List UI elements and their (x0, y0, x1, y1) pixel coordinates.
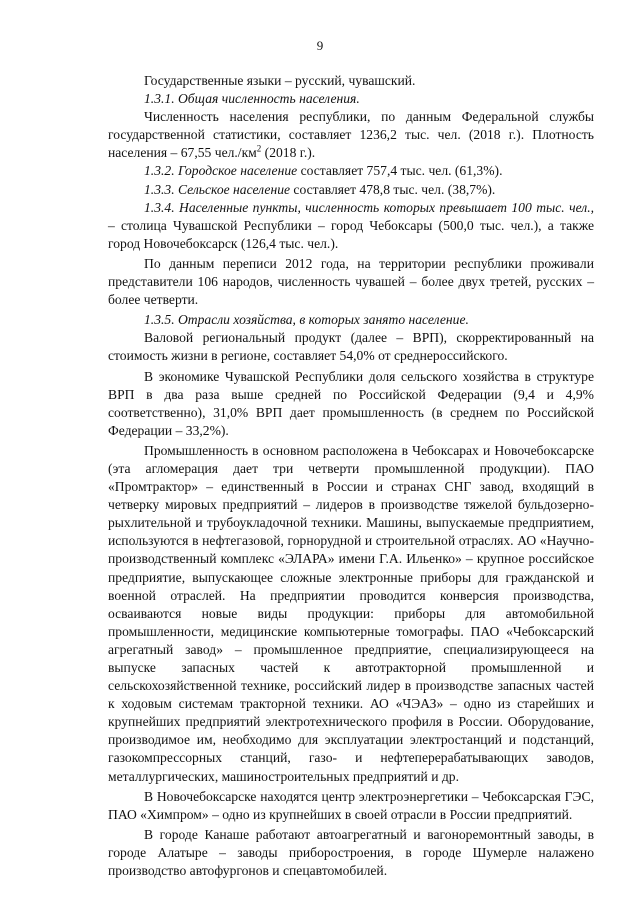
paragraph-text: Численность населения республики, по данным Федеральной службы государственной статистики, составляет 1236,2 тыс. чел. (2018 г.). Плотность населения – 67,55 чел./км (108, 109, 594, 161)
heading-urban: 1.3.2. Городское население (144, 163, 298, 179)
paragraph-population (108, 108, 594, 162)
page-content (108, 72, 594, 880)
paragraph-census: По данным переписи 2012 года, на территории республики проживали представители 106 народов, численность чувашей – более двух третей, русских – более четверти. (108, 255, 594, 308)
paragraph-text: составляет 478,8 тыс. чел. (38,7%). (290, 181, 496, 197)
paragraph-grp: Валовой региональный продукт (далее – ВРП), скорректированный на стоимость жизни в регионе, составляет 54,0% от среднероссийского. (108, 330, 594, 364)
paragraph-rural-population (108, 181, 594, 199)
paragraph-tail: (2018 г.). (261, 145, 316, 161)
heading-text: 1.3.1. Общая численность населения. (144, 91, 360, 107)
paragraph-text: – столица Чувашской Республики – город Чебоксары (500,0 тыс. чел.), а также город Новочебоксарск (126,4 тыс. чел.). (108, 217, 594, 251)
heading-text: 1.3.5. Отрасли хозяйства, в которых занято население. (144, 312, 469, 328)
paragraph-industry: Промышленность в основном расположена в Чебоксарах и Новочебоксарске (эта агломерация дает три четверти промышленной продукции). ПАО «Промтрактор» – единственный в России и странах СНГ завод, входящий в четверку мировых предприятий – лидеров в производстве тяжелой бульдозерно-рыхлительной и трубоукладочной техники. Машины, выпускаемые предприятием, используются в нефтегазовой, горнорудной и строительной отраслях. АО «Научно-производственный комплекс «ЭЛАРА» имени Г.А. Ильенко» – крупное российское предприятие, выпускающее сложные электронные приборы для гражданской и военной отраслей. На предприятии проводится конверсия производства, осваиваются новые виды продукции: приборы для автомобильной промышленности, медицинские компьютерные томографы. ПАО «Чебоксарский агрегатный завод» – промышленное предприятие, специализирующееся на выпуске запасных частей к автотракторной промышленной и сельскохозяйственной технике, российский лидер в производстве запасных частей к ходовым системам тракторной техники. АО «ЧЭАЗ» – одно из старейших и крупнейших предприятий электротехнического профиля в России. Оборудование, производимое им, необходимо для эксплуатации электростанций и подстанций, газокомпрессорных станций, газо- и нефтеперерабатывающих заводов, металлургических, машиностроительных предприятий и др. (108, 442, 594, 784)
paragraph-urban-population (108, 162, 594, 180)
paragraph-novocheboksarsk: В Новочебоксарске находятся центр электроэнергетики – Чебоксарская ГЭС, ПАО «Химпром» – одно из крупнейших в своей отрасли в России предприятий. (108, 788, 594, 822)
paragraph-other-cities: В городе Канаше работают автоагрегатный и вагоноремонтный заводы, в городе Алатыре – заводы приборостроения, в городе Шумерле налажено производство автофургонов и спецавтомобилей. (108, 826, 594, 879)
heading-economy-sectors (108, 311, 594, 329)
paragraph-agriculture-share: В экономике Чувашской Республики доля сельского хозяйства в структуре ВРП в два раза выше средней по Российской Федерации (9,4 и 4,9% соответственно), 31,0% ВРП дает промышленность (в среднем по Российской Федерации – 33,2%). (108, 368, 594, 438)
page-number: 9 (316, 38, 324, 53)
paragraph-languages: Государственные языки – русский, чувашский. (144, 73, 416, 88)
heading-total-population (108, 90, 594, 108)
heading-settlements: 1.3.4. Населенные пункты, численность которых превышает 100 тыс. чел., (144, 199, 594, 215)
superscript-squared: 2 (256, 143, 262, 154)
heading-rural: 1.3.3. Сельское население (144, 181, 291, 197)
paragraph-settlements (108, 199, 594, 253)
paragraph-text: составляет 757,4 тыс. чел. (61,3%). (297, 163, 503, 179)
